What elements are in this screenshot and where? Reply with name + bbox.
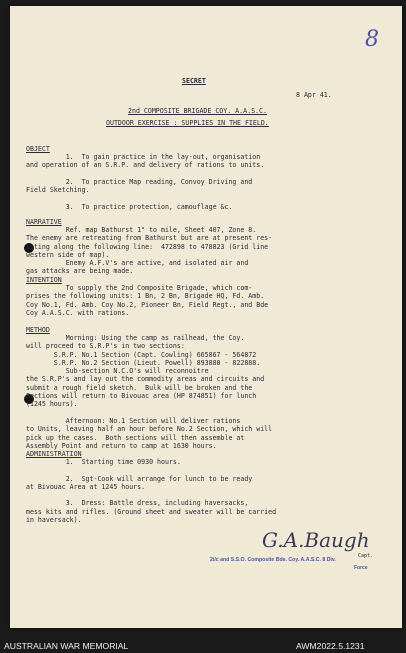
body-line: 1. To gain practice in the lay-out, organisation (26, 153, 261, 161)
body-line: S.R.P. No.1 Section (Capt. Cowling) 665867 - 564872 (26, 350, 257, 359)
body-line: prises the following units: 1 Bn, 2 Bn, Brigade HQ, Fd. Amb. (26, 292, 265, 301)
body-line: Coy No.1, Fd. Amb. Coy No.2, Pioneer Bn, Field Regt., and Bde (26, 300, 269, 309)
handwritten-signature: G.A.Baugh (262, 528, 370, 552)
body-line: Morning: Using the camp as railhead, the Coy. (26, 334, 245, 342)
section-body-object (26, 153, 356, 211)
body-line: Assembly Point and return to camp at 1630 hours. (26, 441, 217, 450)
body-line: to Units, leaving half an hour before No.2 Section, which will (26, 425, 273, 434)
body-line: and operation of an S.R.P. and delivery of rations to units. (26, 161, 265, 170)
classification-heading: SECRET (182, 77, 206, 85)
body-line: S.R.P. No.2 Section (Lieut. Powell) 893880 - 822888. (26, 358, 261, 367)
body-line: mess kits and rifles. (Ground sheet and sweater will be carried (26, 507, 277, 516)
body-line: Enemy A.F.V's are active, and isolated air and (26, 259, 249, 268)
body-line: 3. To practice protection, camouflage &c. (26, 202, 233, 211)
body-line: pick up the cases. Both sections will then assemble at (26, 433, 245, 442)
body-line: Afternoon: No.1 Section will deliver rations (26, 416, 241, 425)
body-line: submit a rough field sketch. Bulk will be broken and the (26, 383, 253, 392)
section-body-narrative (26, 226, 356, 276)
body-line: 1. Starting time 0930 hours. (26, 458, 181, 466)
body-line: 3. Dress: Battle dress, including haversacks, (26, 499, 249, 508)
body-line: The enemy are retreating from Bathurst but are at present res- (26, 234, 273, 243)
body-line: 2. Sgt-Cook will arrange for lunch to be ready (26, 474, 253, 483)
body-line (26, 491, 356, 499)
footer-institution: AUSTRALIAN WAR MEMORIAL (4, 641, 129, 651)
body-line: Ref. map Bathurst 1" to mile, Sheet 407, Zone 8. (26, 226, 257, 234)
body-line: Sub-section N.C.O's will reconnoitre (26, 367, 209, 376)
body-line: (1245 hours). (26, 400, 78, 409)
officer-stamp: 2i/c and S.S.O. Composite Bde. Coy. A.A.S.C. 8 Div. (210, 557, 336, 563)
section-body-intention (26, 284, 356, 317)
body-line: at Bivouac Area at 1245 hours. (26, 482, 146, 491)
section-body-method (26, 334, 356, 450)
document-date: 8 Apr 41. (296, 91, 332, 99)
section-body-administration (26, 458, 356, 524)
body-line: gas attacks are being made. (26, 267, 134, 276)
section-heading-method: METHOD (26, 326, 50, 334)
body-line: will proceed to S.R.P's in two sections: (26, 342, 185, 351)
section-heading-narrative: NARRATIVE (26, 218, 62, 226)
section-heading-intention: INTENTION (26, 276, 62, 284)
body-line: in haversack). (26, 516, 82, 525)
section-heading-object: OBJECT (26, 145, 50, 153)
body-line (26, 194, 356, 202)
body-line: the S.R.P's and lay out the commodity areas and circuits and (26, 375, 265, 384)
unit-name: 2nd COMPOSITE BRIGADE COY. A.A.S.C. (128, 107, 267, 115)
signature-rank: Capt. (358, 553, 374, 559)
body-line: To supply the 2nd Composite Brigade, which com- (26, 284, 253, 292)
body-line: Coy A.A.S.C. with rations. (26, 308, 130, 317)
body-line: western side of map). (26, 250, 110, 259)
body-line: Sections will return to Bivouac area (HP 874851) for lunch (26, 392, 257, 401)
body-line: Field Sketching. (26, 186, 90, 195)
footer-accession-number: AWM2022.5.1231 (296, 641, 365, 651)
body-line: isting along the following line: 472898 to 478823 (Grid line (26, 242, 269, 251)
body-line: 2. To practice Map reading, Convoy Driving and (26, 177, 253, 186)
body-line (26, 409, 356, 417)
exercise-title: OUTDOOR EXERCISE : SUPPLIES IN THE FIELD. (106, 119, 269, 127)
document-page (10, 6, 402, 628)
page-number: 8 (365, 27, 379, 52)
body-line (26, 466, 356, 474)
body-line (26, 170, 356, 178)
stamp-force: Force (354, 565, 368, 571)
section-heading-administration: ADMINISTRATION (26, 450, 82, 458)
